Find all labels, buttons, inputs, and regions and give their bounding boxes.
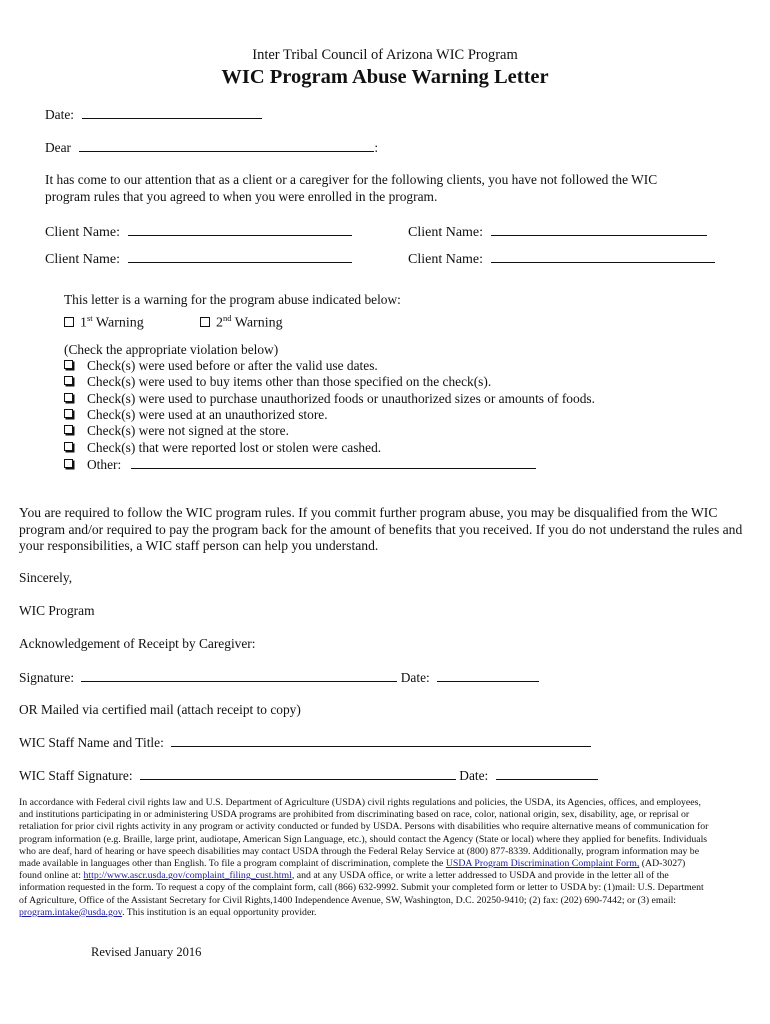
staff-signature-line	[19, 767, 598, 784]
checkbox-icon[interactable]	[64, 425, 73, 434]
violations-instruction: (Check the appropriate violation below)	[64, 342, 279, 357]
violation-item[interactable]: Check(s) that were reported lost or stolen were cashed.	[64, 440, 381, 456]
closing-sender: WIC Program	[19, 603, 95, 618]
staff-signature-label: WIC Staff Signature:	[19, 768, 133, 783]
client-name-field[interactable]	[491, 250, 715, 263]
staff-name-field[interactable]	[171, 734, 591, 747]
violation-item[interactable]: Check(s) were used to buy items other than those specified on the check(s).	[64, 374, 491, 390]
client-name-row-2-left	[45, 250, 352, 268]
checkbox-icon[interactable]	[64, 393, 73, 402]
client-name-row-2-right	[408, 250, 715, 268]
organization-name: Inter Tribal Council of Arizona WIC Program	[252, 47, 518, 63]
complaint-url-link[interactable]: http://www.ascr.usda.gov/complaint_filing_cust.html	[83, 870, 292, 882]
staff-date-label: Date:	[459, 768, 489, 783]
client-name-row-1-right	[408, 223, 707, 241]
email-link[interactable]: program.intake@usda.gov	[19, 906, 123, 918]
checkbox-icon[interactable]	[64, 459, 73, 468]
staff-name-line	[19, 734, 591, 751]
signature-field[interactable]	[81, 669, 397, 682]
revised-date: Revised January 2016	[91, 945, 202, 959]
second-warning-option[interactable]: 2nd Warning	[200, 313, 283, 332]
signature-date-field[interactable]	[437, 669, 539, 682]
violation-item[interactable]: Check(s) were used to purchase unauthorized foods or unauthorized sizes or amounts of foods.	[64, 391, 595, 407]
second-warning-label: Warning	[234, 315, 283, 331]
violation-item[interactable]: Check(s) were not signed at the store.	[64, 423, 289, 439]
signature-line	[19, 669, 539, 686]
dear-suffix: :	[374, 140, 379, 155]
client-name-label: Client Name:	[408, 225, 484, 240]
page-title: WIC Program Abuse Warning Letter	[221, 66, 549, 88]
signature-label: Signature:	[19, 670, 75, 685]
acknowledgement-heading: Acknowledgement of Receipt by Caregiver:	[19, 636, 256, 651]
violation-item[interactable]: Check(s) were used before or after the valid use dates.	[64, 358, 378, 374]
checkbox-icon[interactable]	[64, 360, 73, 369]
violation-item[interactable]: Check(s) were used at an unauthorized store.	[64, 407, 328, 423]
client-name-label: Client Name:	[45, 225, 121, 240]
closing-sincerely: Sincerely,	[19, 570, 73, 585]
warning-intro: This letter is a warning for the program abuse indicated below:	[64, 292, 401, 307]
client-name-row-1-left	[45, 223, 352, 241]
staff-signature-field[interactable]	[140, 767, 456, 780]
date-line	[45, 106, 262, 123]
first-warning-option[interactable]: 1st Warning	[64, 313, 144, 332]
client-name-field[interactable]	[128, 250, 352, 263]
client-name-field[interactable]	[128, 223, 352, 236]
dear-name-field[interactable]	[79, 139, 374, 152]
rules-paragraph: You are required to follow the WIC program rules. If you commit further program abuse, you may be disqualified from the WIC program and/or required to pay the program back for the amount of benefits that you received. If you do not understand the rules and your responsibilities, a WIC staff person can help you understand.	[19, 505, 743, 553]
first-warning-label: Warning	[95, 315, 144, 331]
other-violation-field[interactable]	[131, 456, 536, 469]
first-warning-checkbox[interactable]	[64, 317, 74, 327]
dear-line	[45, 139, 378, 156]
client-name-field[interactable]	[491, 223, 707, 236]
signature-date-label: Date:	[400, 670, 430, 685]
intro-paragraph: It has come to our attention that as a client or a caregiver for the following clients, you have not followed the WIC program rules that you agreed to when you were enrolled in the program.	[45, 172, 658, 204]
date-label: Date:	[45, 107, 74, 122]
date-field[interactable]	[82, 106, 262, 119]
mailed-note: OR Mailed via certified mail (attach receipt to copy)	[19, 702, 301, 717]
client-name-label: Client Name:	[45, 252, 121, 267]
client-name-label: Client Name:	[408, 252, 484, 267]
checkbox-icon[interactable]	[64, 376, 73, 385]
staff-date-field[interactable]	[496, 767, 598, 780]
second-warning-checkbox[interactable]	[200, 317, 210, 327]
complaint-form-link[interactable]: USDA Program Discrimination Complaint Form,	[445, 858, 640, 870]
violation-item-other[interactable]: Other:	[64, 456, 536, 473]
staff-name-label: WIC Staff Name and Title:	[19, 735, 164, 750]
checkbox-icon[interactable]	[64, 409, 73, 418]
checkbox-icon[interactable]	[64, 442, 73, 451]
nondiscrimination-statement: In accordance with Federal civil rights law and U.S. Department of Agriculture (USDA) civil rights regulations and policies, the USDA, its Agencies, offices, and employees, and institutions participating in or administering USDA programs are prohibited from discriminating based on race, color, national origin, sex, disability, age, or reprisal or retaliation for prior civil rights activity in any program or activity conducted or funded by USDA. Persons with disabilities who require alternative means of communication for program information (e.g. Braille, large print, audiotape, American Sign Language, etc.), should contact the Agency (State or local) where they applied for benefits. Individuals who are deaf, hard of hearing or have speech disabilities may contact USDA through the Federal Relay Service at (800) 877-8339. Additionally, program information may be made available in languages other than English. To file a program complaint of discrimination, complete the USDA Program Discrimination Complaint Form, (AD-3027) found online at: http://www.ascr.usda.gov/complaint_filing_cust.html, and at any USDA office, or write a letter addressed to USDA and provide in the letter all of the information requested in the form. To request a copy of the complaint form, call (866) 632-9992. Submit your completed form or letter to USDA by: (1)mail: U.S. Department of Agriculture, Office of the Assistant Secretary for Civil Rights,1400 Independence Avenue, SW, Washington, D.C. 20250-9410; (2) fax: (202) 690-7442; or (3) email: program.intake@usda.gov. This institution is an equal opportunity provider.	[19, 797, 709, 918]
dear-label: Dear	[45, 140, 72, 155]
